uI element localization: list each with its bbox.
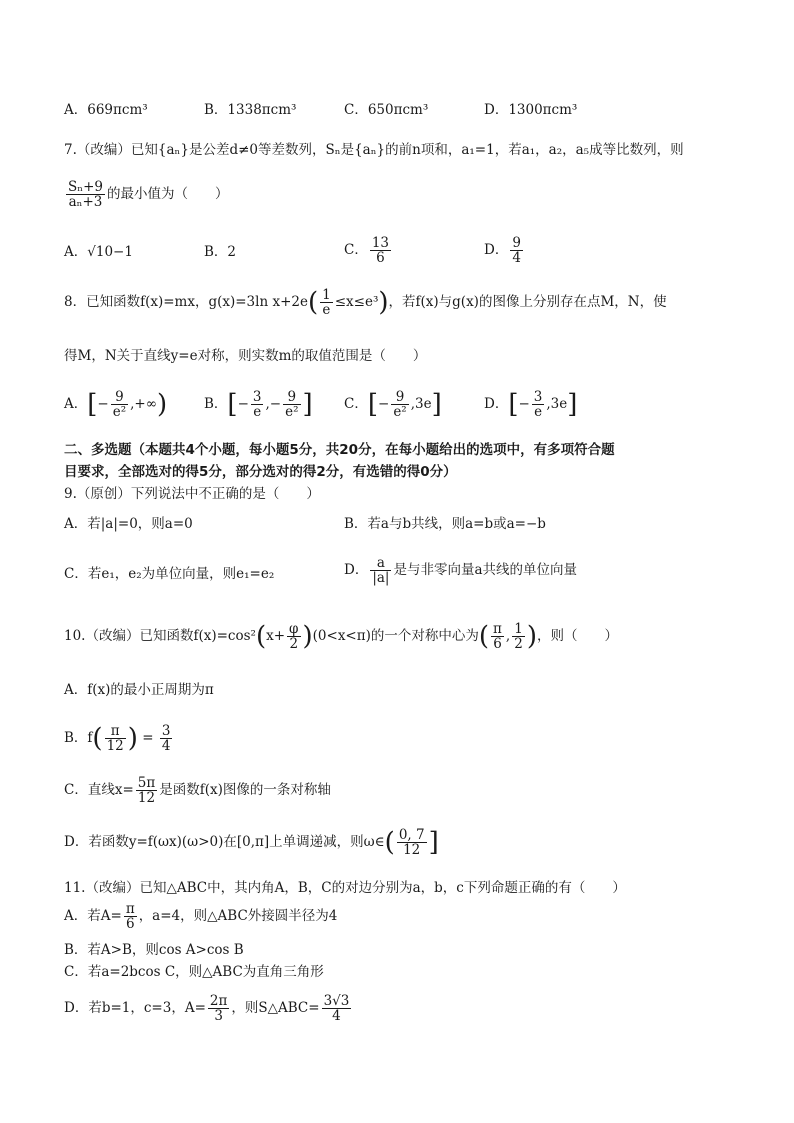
q6-option-c: C．650πcm³ (344, 102, 429, 118)
q9-stem: 9.（原创）下列说法中不正确的是（ ） (64, 486, 320, 502)
section-heading: 二、多选题（本题共4个小题，每小题5分，共20分，在每小题给出的选项中，有多项符合题 (64, 442, 615, 458)
q9-option-c: C．若e₁，e₂为单位向量，则e₁=e₂ (64, 566, 275, 582)
q7-option-c: C． $\frac{13}{6}$ (344, 235, 390, 267)
q11-option-b: B．若A>B，则cos A>cos B (64, 942, 244, 958)
q10-stem: 10.（改编）已知函数f(x)=cos²(x+ $\frac{\varphi}{2}$ )(0<x<π)的一个对称中心为( $\frac{\pi}{6}$ , $\frac{1}{2}$ )，则（ ） (64, 621, 618, 653)
q6-option-b: B．1338πcm³ (204, 102, 297, 118)
q7-option-a: A．√10−1 (64, 244, 133, 260)
q11-option-c: C．若a=2bcos C，则△ABC为直角三角形 (64, 964, 324, 980)
q6-option-d: D．1300πcm³ (484, 102, 578, 118)
q10-option-a: A．f(x)的最小正周期为π (64, 682, 214, 698)
q7-stem-continued: $\frac{\text{Sₙ+9}}{\text{aₙ+3}}$ 的最小值为（ ） (68, 179, 229, 211)
q8-option-b: B．[− $\frac{3}{e}$ ,− $\frac{9}{\text{e²}}$ ] (204, 389, 313, 421)
q7-option-d: D． $\frac{9}{4}$ (484, 235, 521, 267)
q7-fraction: $\frac{\text{Sₙ+9}}{\text{aₙ+3}}$ (68, 179, 103, 211)
q8-stem-continued: 得M，N关于直线y=e对称，则实数m的取值范围是（ ） (64, 348, 427, 364)
section-heading-continued: 目要求，全部选对的得5分，部分选对的得2分，有选错的得0分） (64, 464, 457, 480)
q9-option-d: D． $\frac{a}{|a|}$ 是与非零向量a共线的单位向量 (344, 555, 578, 587)
q7-stem: 7.（改编）已知{aₙ}是公差d≠0等差数列，Sₙ是{aₙ}的前n项和，a₁=1，若a₁，a₂，a₅成等比数列，则 (64, 142, 684, 158)
q9-option-a: A．若|a|=0，则a=0 (64, 516, 193, 532)
q10-option-c: C．直线x= $\frac{5\pi}{12}$ 是函数f(x)图像的一条对称轴 (64, 775, 331, 807)
q8-option-d: D．[− $\frac{3}{e}$ ,3e] (484, 389, 578, 421)
q8-option-a: A．[− $\frac{9}{\text{e²}}$ ,+∞) (64, 389, 168, 421)
q10-option-d: D．若函数y=f(ωx)(ω>0)在[0,π]上单调递减，则ω∈( $\frac{0, 7}{12}$ ] (64, 827, 439, 859)
q6-option-a: A．669πcm³ (64, 102, 148, 118)
q8-option-c: C．[− $\frac{9}{\text{e²}}$ ,3e] (344, 389, 442, 421)
q8-stem: 8．已知函数f(x)=mx，g(x)=3ln x+2e( $\frac{1}{e}$ ≤x≤e³)，若f(x)与g(x)的图像上分别存在点M，N，使 (64, 287, 667, 319)
q10-option-b: B．f( $\frac{\pi}{12}$ ) = $\frac{3}{4}$ (64, 723, 171, 755)
q11-option-a: A．若A= $\frac{\pi}{6}$ ，a=4，则△ABC外接圆半径为4 (64, 901, 338, 933)
q11-option-d: D．若b=1，c=3，A= $\frac{2\pi}{3}$ ，则S△ABC= $\frac{3√3}{4}$ (64, 993, 350, 1025)
q9-option-b: B．若a与b共线，则a=b或a=−b (344, 516, 546, 532)
q11-stem: 11.（改编）已知△ABC中，其内角A，B，C的对边分别为a，b，c下列命题正确的有（ ） (64, 880, 626, 896)
q7-option-b: B．2 (204, 244, 237, 260)
